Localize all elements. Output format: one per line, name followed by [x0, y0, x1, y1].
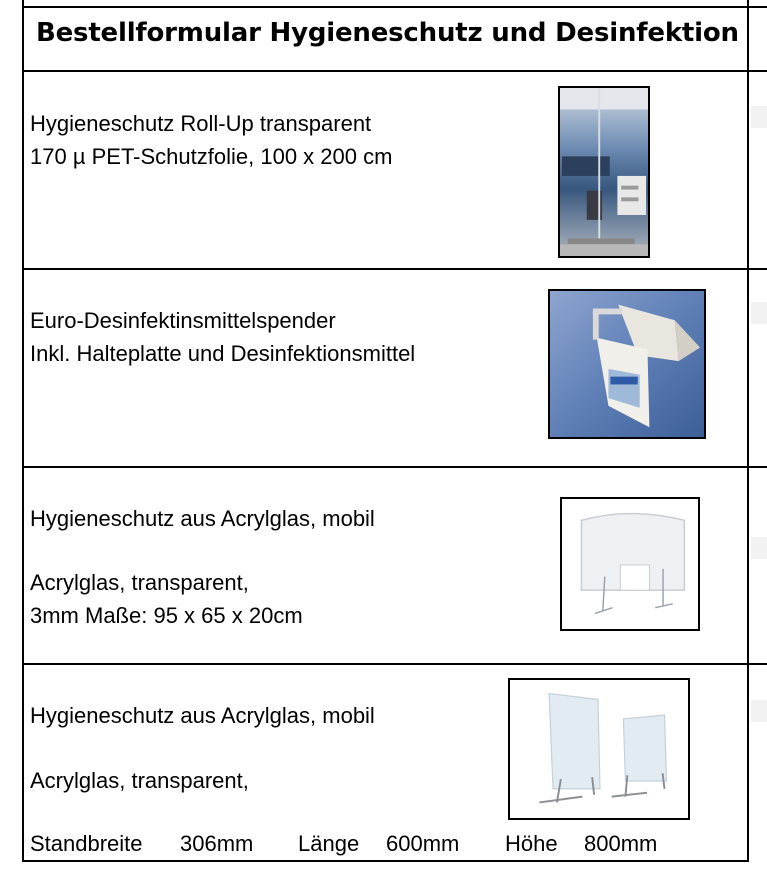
product-name: Hygieneschutz aus Acrylglas, mobil [30, 703, 375, 728]
grid-line [22, 268, 767, 270]
product-detail: 170 µ PET-Schutzfolie, 100 x 200 cm [30, 144, 393, 169]
grid-line [22, 70, 767, 72]
grid-line [22, 6, 767, 8]
next-column-cell [751, 537, 767, 559]
spec-width-label: Standbreite [30, 831, 143, 856]
product-dimensions: 3mm Maße: 95 x 65 x 20cm [30, 603, 303, 628]
spec-length-value: 600mm [386, 831, 460, 856]
product-name: Hygieneschutz Roll-Up transparent [30, 111, 372, 136]
grid-line [22, 860, 749, 862]
spec-width-value: 306mm [180, 831, 254, 856]
product-name: Hygieneschutz aus Acrylglas, mobil [30, 506, 375, 531]
grid-line [22, 6, 24, 862]
form-title: Bestellformular Hygieneschutz und Desinfektion [36, 18, 739, 48]
next-column-cell [751, 106, 767, 128]
next-column-cell [751, 302, 767, 324]
rollup-photo [558, 86, 650, 258]
product-detail: Acrylglas, transparent, [30, 570, 249, 595]
acrylic-stand-photo [508, 678, 690, 820]
spec-height-label: Höhe [505, 831, 558, 856]
product-name: Euro-Desinfektinsmittelspender [30, 308, 336, 333]
product-detail: Inkl. Halteplatte und Desinfektionsmittel [30, 341, 416, 366]
grid-line [22, 466, 767, 468]
dispenser-photo [548, 289, 706, 439]
grid-line [747, 6, 749, 862]
next-column-cell [751, 700, 767, 722]
grid-line [22, 663, 767, 665]
spec-length-label: Länge [298, 831, 360, 856]
spec-height-value: 800mm [584, 831, 658, 856]
product-detail: Acrylglas, transparent, [30, 768, 249, 793]
acrylic-screen-photo [560, 497, 700, 631]
